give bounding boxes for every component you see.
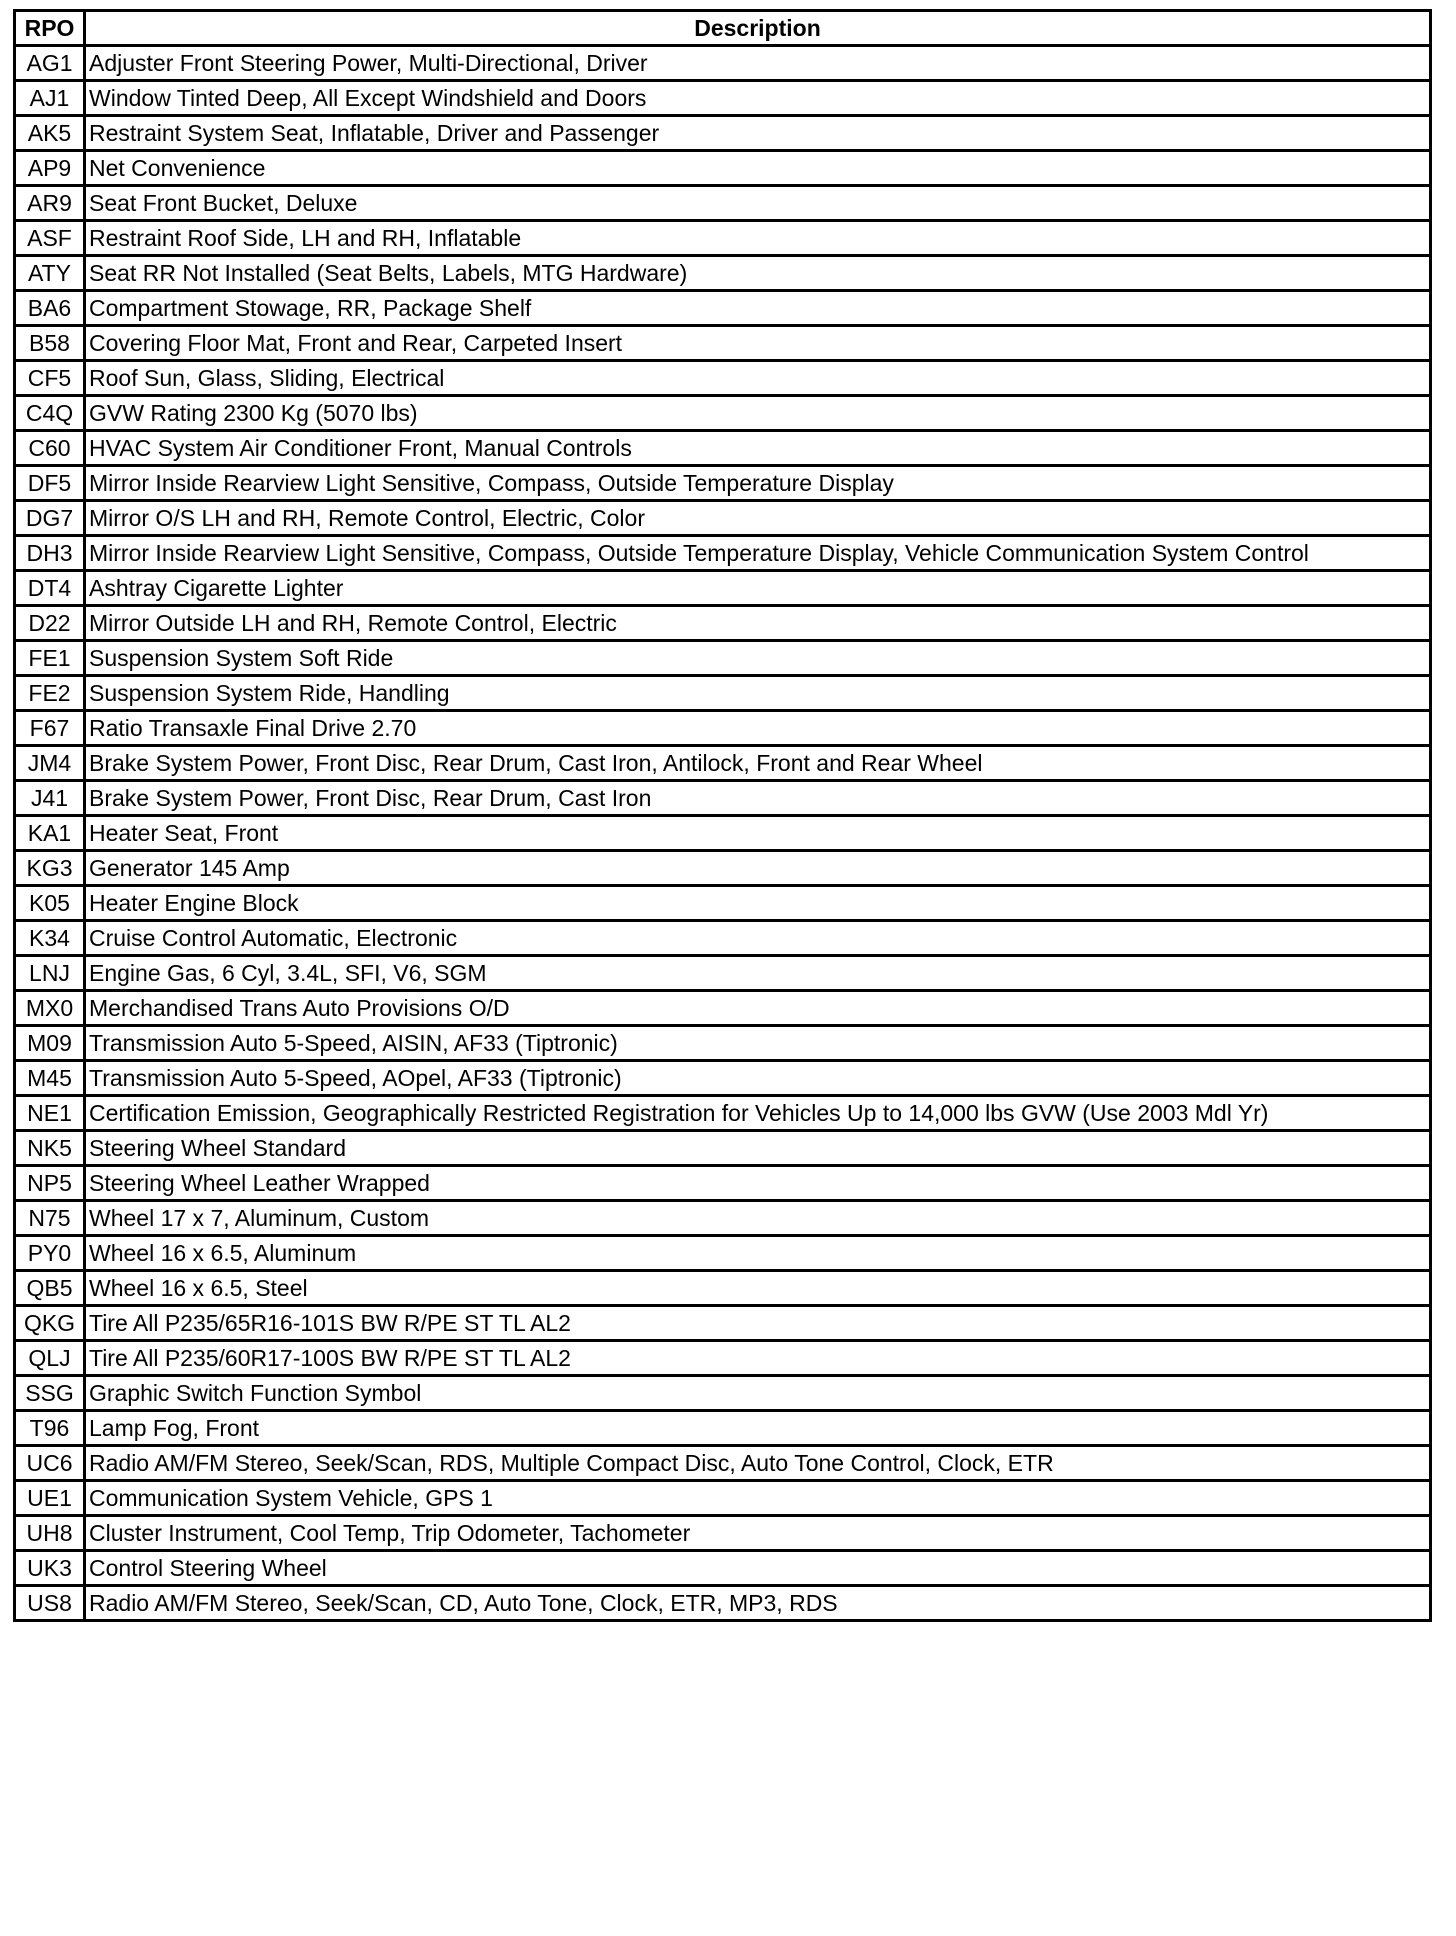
description-cell: GVW Rating 2300 Kg (5070 lbs) [85, 396, 1431, 431]
description-cell: Heater Seat, Front [85, 816, 1431, 851]
description-cell: Seat RR Not Installed (Seat Belts, Labels, MTG Hardware) [85, 256, 1431, 291]
description-cell: Covering Floor Mat, Front and Rear, Carpeted Insert [85, 326, 1431, 361]
rpo-code-cell: PY0 [15, 1236, 85, 1271]
description-cell: Compartment Stowage, RR, Package Shelf [85, 291, 1431, 326]
rpo-code-cell: QB5 [15, 1271, 85, 1306]
table-row [15, 46, 1431, 81]
table-row [15, 1516, 1431, 1551]
table-row [15, 991, 1431, 1026]
table-row [15, 1551, 1431, 1586]
rpo-code-cell: M09 [15, 1026, 85, 1061]
description-cell: Engine Gas, 6 Cyl, 3.4L, SFI, V6, SGM [85, 956, 1431, 991]
description-cell: Ratio Transaxle Final Drive 2.70 [85, 711, 1431, 746]
description-cell: HVAC System Air Conditioner Front, Manual Controls [85, 431, 1431, 466]
description-cell: Graphic Switch Function Symbol [85, 1376, 1431, 1411]
rpo-code-cell: D22 [15, 606, 85, 641]
rpo-code-cell: NK5 [15, 1131, 85, 1166]
description-cell: Lamp Fog, Front [85, 1411, 1431, 1446]
table-row [15, 816, 1431, 851]
table-row [15, 536, 1431, 571]
table-row [15, 151, 1431, 186]
rpo-code-cell: M45 [15, 1061, 85, 1096]
description-cell: Tire All P235/60R17-100S BW R/PE ST TL AL2 [85, 1341, 1431, 1376]
table-row [15, 1306, 1431, 1341]
rpo-code-cell: KA1 [15, 816, 85, 851]
rpo-code-cell: UK3 [15, 1551, 85, 1586]
rpo-code-cell: NP5 [15, 1166, 85, 1201]
description-cell: Cruise Control Automatic, Electronic [85, 921, 1431, 956]
rpo-code-cell: AK5 [15, 116, 85, 151]
description-cell: Restraint System Seat, Inflatable, Driver and Passenger [85, 116, 1431, 151]
table-row [15, 781, 1431, 816]
table-row [15, 1411, 1431, 1446]
description-cell: Wheel 16 x 6.5, Steel [85, 1271, 1431, 1306]
rpo-code-cell: UH8 [15, 1516, 85, 1551]
table-row [15, 956, 1431, 991]
table-row [15, 711, 1431, 746]
description-cell: Generator 145 Amp [85, 851, 1431, 886]
rpo-code-cell: FE1 [15, 641, 85, 676]
rpo-code-cell: KG3 [15, 851, 85, 886]
table-row [15, 221, 1431, 256]
rpo-code-cell: F67 [15, 711, 85, 746]
rpo-code-cell: J41 [15, 781, 85, 816]
rpo-code-cell: AP9 [15, 151, 85, 186]
table-row [15, 606, 1431, 641]
table-row [15, 851, 1431, 886]
description-cell: Communication System Vehicle, GPS 1 [85, 1481, 1431, 1516]
rpo-code-cell: AG1 [15, 46, 85, 81]
table-row [15, 1131, 1431, 1166]
table-row [15, 1446, 1431, 1481]
table-row [15, 746, 1431, 781]
rpo-code-cell: T96 [15, 1411, 85, 1446]
rpo-code-cell: C4Q [15, 396, 85, 431]
table-row [15, 886, 1431, 921]
table-row [15, 256, 1431, 291]
description-cell: Tire All P235/65R16-101S BW R/PE ST TL AL2 [85, 1306, 1431, 1341]
description-cell: Net Convenience [85, 151, 1431, 186]
rpo-code-cell: C60 [15, 431, 85, 466]
description-cell: Restraint Roof Side, LH and RH, Inflatable [85, 221, 1431, 256]
rpo-code-cell: K05 [15, 886, 85, 921]
rpo-code-cell: N75 [15, 1201, 85, 1236]
table-row [15, 431, 1431, 466]
table-row [15, 921, 1431, 956]
description-cell: Ashtray Cigarette Lighter [85, 571, 1431, 606]
table-row [15, 81, 1431, 116]
description-cell: Transmission Auto 5-Speed, AISIN, AF33 (Tiptronic) [85, 1026, 1431, 1061]
table-row [15, 1586, 1431, 1621]
description-cell: Steering Wheel Standard [85, 1131, 1431, 1166]
table-row [15, 1201, 1431, 1236]
rpo-code-cell: ATY [15, 256, 85, 291]
table-row [15, 1481, 1431, 1516]
header-description: Description [85, 11, 1431, 46]
rpo-code-cell: AR9 [15, 186, 85, 221]
rpo-code-cell: DF5 [15, 466, 85, 501]
rpo-code-cell: DG7 [15, 501, 85, 536]
table-row [15, 1166, 1431, 1201]
rpo-code-cell: UC6 [15, 1446, 85, 1481]
description-cell: Heater Engine Block [85, 886, 1431, 921]
rpo-code-cell: LNJ [15, 956, 85, 991]
table-row [15, 1061, 1431, 1096]
table-row [15, 571, 1431, 606]
rpo-code-cell: DH3 [15, 536, 85, 571]
description-cell: Mirror Inside Rearview Light Sensitive, Compass, Outside Temperature Display, Vehicle Communication System Control [85, 536, 1431, 571]
table-row [15, 641, 1431, 676]
rpo-code-cell: FE2 [15, 676, 85, 711]
description-cell: Mirror O/S LH and RH, Remote Control, Electric, Color [85, 501, 1431, 536]
description-cell: Roof Sun, Glass, Sliding, Electrical [85, 361, 1431, 396]
description-cell: Suspension System Soft Ride [85, 641, 1431, 676]
description-cell: Wheel 16 x 6.5, Aluminum [85, 1236, 1431, 1271]
rpo-code-cell: B58 [15, 326, 85, 361]
description-cell: Window Tinted Deep, All Except Windshield and Doors [85, 81, 1431, 116]
table-row [15, 1376, 1431, 1411]
description-cell: Brake System Power, Front Disc, Rear Drum, Cast Iron [85, 781, 1431, 816]
description-cell: Cluster Instrument, Cool Temp, Trip Odometer, Tachometer [85, 1516, 1431, 1551]
table-header-row [15, 11, 1431, 46]
table-row [15, 361, 1431, 396]
table-row [15, 1096, 1431, 1131]
rpo-code-cell: ASF [15, 221, 85, 256]
description-cell: Steering Wheel Leather Wrapped [85, 1166, 1431, 1201]
table-row [15, 1271, 1431, 1306]
description-cell: Merchandised Trans Auto Provisions O/D [85, 991, 1431, 1026]
header-rpo: RPO [15, 11, 85, 46]
rpo-code-cell: SSG [15, 1376, 85, 1411]
rpo-code-cell: AJ1 [15, 81, 85, 116]
table-row [15, 1341, 1431, 1376]
rpo-code-cell: JM4 [15, 746, 85, 781]
table-row [15, 116, 1431, 151]
description-cell: Radio AM/FM Stereo, Seek/Scan, RDS, Multiple Compact Disc, Auto Tone Control, Clock, ETR [85, 1446, 1431, 1481]
table-row [15, 466, 1431, 501]
description-cell: Radio AM/FM Stereo, Seek/Scan, CD, Auto Tone, Clock, ETR, MP3, RDS [85, 1586, 1431, 1621]
table-body [15, 46, 1431, 1621]
description-cell: Mirror Outside LH and RH, Remote Control, Electric [85, 606, 1431, 641]
description-cell: Adjuster Front Steering Power, Multi-Directional, Driver [85, 46, 1431, 81]
description-cell: Control Steering Wheel [85, 1551, 1431, 1586]
rpo-code-cell: BA6 [15, 291, 85, 326]
description-cell: Wheel 17 x 7, Aluminum, Custom [85, 1201, 1431, 1236]
table-row [15, 1236, 1431, 1271]
table-row [15, 186, 1431, 221]
rpo-code-cell: QLJ [15, 1341, 85, 1376]
rpo-table [13, 9, 1432, 1622]
description-cell: Certification Emission, Geographically Restricted Registration for Vehicles Up to 14,000 lbs GVW (Use 2003 Mdl Yr) [85, 1096, 1431, 1131]
description-cell: Transmission Auto 5-Speed, AOpel, AF33 (Tiptronic) [85, 1061, 1431, 1096]
rpo-code-cell: DT4 [15, 571, 85, 606]
table-row [15, 396, 1431, 431]
rpo-code-cell: K34 [15, 921, 85, 956]
description-cell: Brake System Power, Front Disc, Rear Drum, Cast Iron, Antilock, Front and Rear Wheel [85, 746, 1431, 781]
table-row [15, 1026, 1431, 1061]
description-cell: Seat Front Bucket, Deluxe [85, 186, 1431, 221]
table-row [15, 501, 1431, 536]
rpo-code-cell: MX0 [15, 991, 85, 1026]
table-row [15, 291, 1431, 326]
rpo-code-cell: UE1 [15, 1481, 85, 1516]
description-cell: Suspension System Ride, Handling [85, 676, 1431, 711]
rpo-code-cell: CF5 [15, 361, 85, 396]
description-cell: Mirror Inside Rearview Light Sensitive, Compass, Outside Temperature Display [85, 466, 1431, 501]
table-row [15, 676, 1431, 711]
rpo-code-cell: US8 [15, 1586, 85, 1621]
rpo-code-cell: QKG [15, 1306, 85, 1341]
rpo-code-cell: NE1 [15, 1096, 85, 1131]
table-row [15, 326, 1431, 361]
